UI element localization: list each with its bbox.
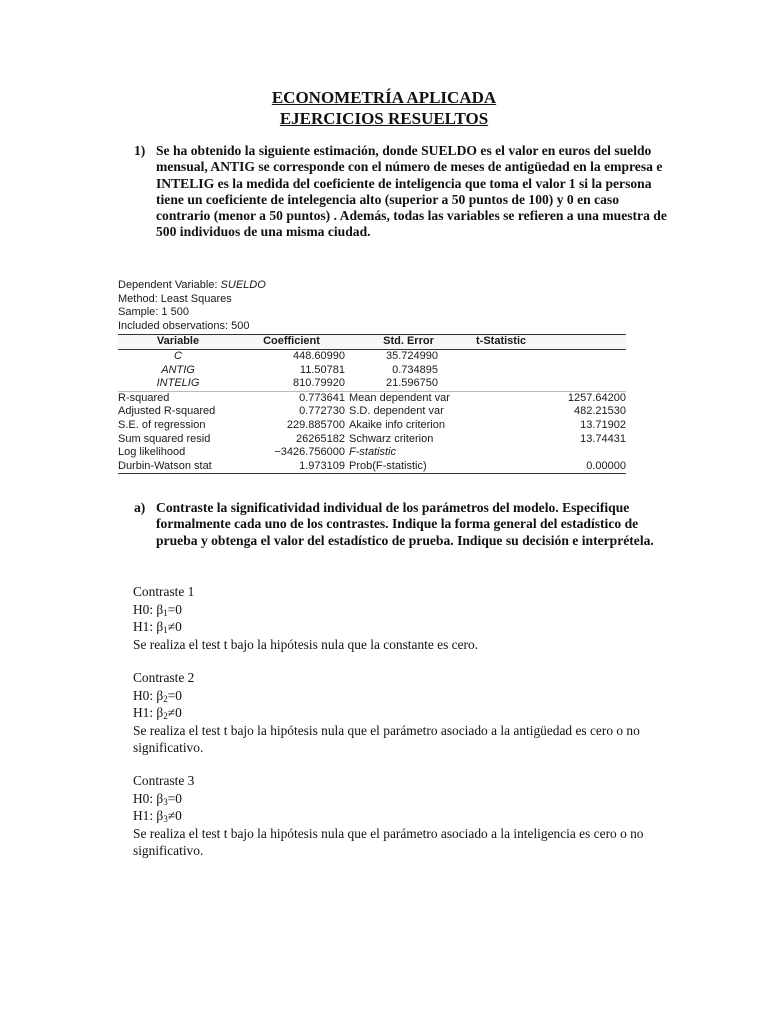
exercise-1 [134,143,674,241]
variable-cell: INTELIG [156,377,200,390]
beta-subscript: 1 [163,625,168,635]
hypothesis-prefix: H1: β [133,619,164,634]
stat-label-cell: Durbin-Watson stat [118,460,238,474]
regression-header [118,279,626,333]
std-error-cell: 21.596750 [386,377,438,390]
stat-label-cell: Schwarz criterion [349,432,434,445]
variable-cell: C [174,349,182,362]
table-row [118,433,626,447]
stat-label-cell: Adjusted R-squared [118,405,216,418]
stat-value-cell: 1257.64200 [468,391,626,405]
beta-subscript: 3 [163,814,168,824]
contrast-description: Se realiza el test t bajo la hipótesis nula que la constante es cero. [133,636,479,652]
hypothesis-prefix: H0: β [133,687,164,703]
stat-value-cell: 0.772730 [299,405,345,418]
table-row [118,446,626,460]
hypothesis-prefix: H1: β [133,808,164,823]
stat-value-cell: 26265182 [296,432,345,445]
stat-label-cell: F-statistic [349,446,397,459]
hypothesis-suffix: =0 [167,790,182,806]
table-row [118,419,626,433]
hypothesis-suffix: =0 [167,601,182,617]
std-error-cell: 0.734895 [392,363,438,376]
table-row [118,460,626,474]
stat-value-cell: 0.773641 [238,391,345,405]
column-header-std-error: Std. Error [345,335,468,350]
dependent-variable-name: SUELDO [220,279,266,291]
coefficient-cell: 810.79920 [293,377,345,390]
column-header-variable: Variable [118,335,238,350]
contrast-1 [133,583,673,653]
hypothesis-prefix: H0: β [133,601,164,617]
table-row [118,364,626,378]
contrast-title: Contraste 3 [133,773,195,788]
regression-table [118,334,626,474]
table-row [118,377,626,391]
t-statistic-cell [468,377,626,391]
contrast-3 [133,772,673,860]
beta-subscript: 3 [163,796,168,807]
stat-label-cell: Prob(F-statistic) [345,460,468,474]
null-hypothesis [133,790,673,808]
regression-output [118,279,626,474]
stat-label-cell: S.D. dependent var [349,405,444,418]
coefficient-cell: 448.60990 [293,349,345,362]
stat-label-cell: Log likelihood [118,446,186,459]
exercise-text: Se ha obtenido la siguiente estimación, donde SUELDO es el valor en euros del sueldo mensual, ANTIG se corresponde con el número de meses de antigüedad en la empresa e INTELIG es la medida del coeficiente de inteligencia que toma el valor 1 si la persona tiene un coeficiente de intelegencia alto (superior a 50 puntos de 100) y 0 en caso contrario (menor a 50 puntos) . Además, todas las variables se refieren a una muestra de 500 individuos de una misma ciudad. [156,143,667,240]
alternative-hypothesis [133,807,673,825]
contrast-title: Contraste 2 [133,670,195,685]
column-header-coefficient: Coefficient [238,335,345,350]
table-header-row [118,335,626,350]
hypothesis-suffix: ≠0 [167,808,182,823]
stat-value-cell: 13.71902 [580,418,626,431]
stat-value-cell: 229.885700 [286,418,345,431]
stat-value-cell: 482.21530 [574,405,626,418]
stat-label-cell: Mean dependent var [345,391,468,405]
t-statistic-cell [468,349,626,363]
hypothesis-prefix: H1: β [133,705,164,720]
stat-value-cell: 13.74431 [580,432,626,445]
hypothesis-suffix: ≠0 [167,705,182,720]
table-row [118,405,626,419]
null-hypothesis [133,601,673,619]
null-hypothesis [133,687,673,705]
exercise-text: Contraste la significatividad individual de los parámetros del modelo. Especifique formalmente cada uno de los contrastes. Indique la forma general del estadístico de prueba y obtenga el valor del estadístico de prueba. Indique su decisión e interprétela. [156,500,654,548]
t-statistic-cell [468,364,626,378]
stat-label-cell: Akaike info criterion [349,418,445,431]
table-row [118,349,626,363]
stat-label-cell: Sum squared resid [118,432,211,445]
stat-value-cell: 1.973109 [238,460,345,474]
variable-cell: ANTIG [161,363,195,376]
sample-line: Sample: 1 500 [118,306,189,319]
stat-label-cell: S.E. of regression [118,418,206,431]
beta-subscript: 1 [163,607,168,618]
beta-subscript: 2 [163,693,168,704]
method-line: Method: Least Squares [118,292,232,305]
dependent-variable-line [118,279,626,293]
exercise-a [134,500,674,549]
exercise-number: a) [134,500,146,515]
exercise-number: 1) [134,143,146,158]
contrast-title: Contraste 1 [133,584,195,599]
stat-value-cell: −3426.756000 [274,446,345,459]
contrast-description: Se realiza el test t bajo la hipótesis nula que el parámetro asociado a la antigüedad es cero o no significativo. [133,722,640,755]
std-error-cell: 35.724990 [386,349,438,362]
included-observations-line: Included observations: 500 [118,319,250,332]
alternative-hypothesis [133,618,673,636]
column-header-t-statistic: t-Statistic [468,335,626,350]
hypothesis-suffix: =0 [167,687,182,703]
coefficient-cell: 11.50781 [299,363,345,376]
alternative-hypothesis [133,704,673,722]
contrast-description: Se realiza el test t bajo la hipótesis nula que el parámetro asociado a la inteligencia es cero o no significativo. [133,825,644,858]
stat-value-cell: 0.00000 [468,460,626,474]
stat-value-cell [468,446,626,460]
document-header [0,87,768,129]
contrast-2 [133,669,673,757]
beta-subscript: 2 [163,711,168,721]
table-row [118,391,626,405]
dependent-variable-label: Dependent Variable: [118,279,221,291]
document-title: ECONOMETRÍA APLICADA [271,88,497,107]
hypothesis-suffix: ≠0 [167,619,182,634]
stat-label-cell: R-squared [118,391,238,405]
hypothesis-prefix: H0: β [133,790,164,806]
document-subtitle: EJERCICIOS RESUELTOS [279,109,489,128]
